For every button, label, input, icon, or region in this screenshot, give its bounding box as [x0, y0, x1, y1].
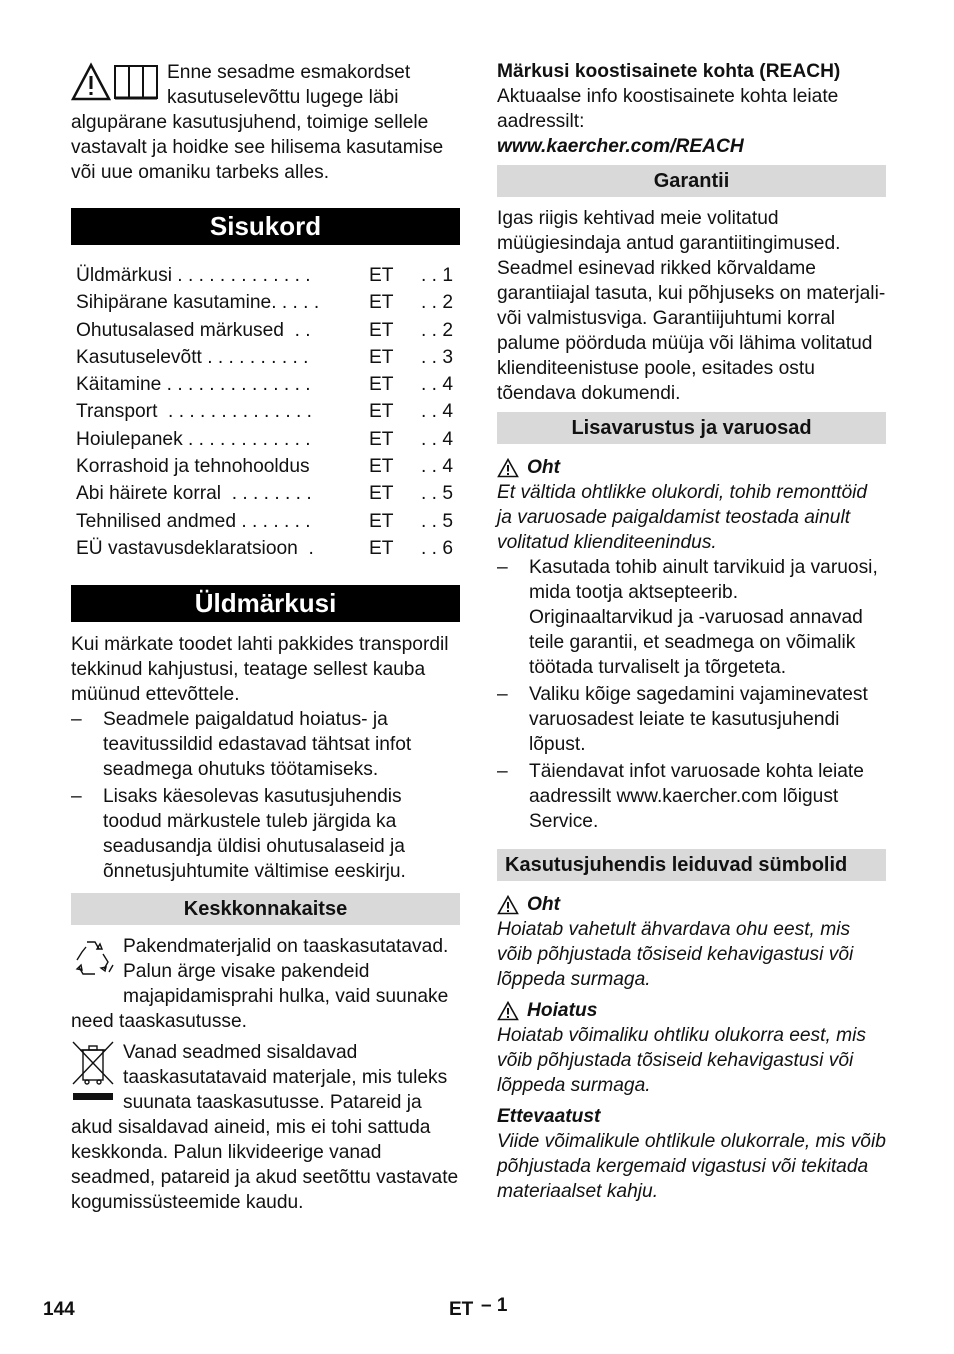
toc-row[interactable]	[71, 535, 460, 562]
toc-lang: ET	[369, 292, 394, 314]
accessories-bullet-2: Valiku kõige sagedamini vajaminevatest varuosadest leiate te kasutusjuhendi lõpust.	[529, 684, 868, 755]
toc-label: Üldmärkusi . . . . . . . . . . . . .	[76, 265, 311, 286]
warning-triangle-icon	[497, 458, 519, 478]
warning-label: Hoiatus	[527, 1000, 598, 1021]
page-number: 144	[43, 1299, 75, 1320]
packaging-block	[71, 934, 460, 1034]
general-section	[71, 632, 460, 886]
packaging-text: Pakendmaterjalid on taaskasutatavad. Palun ärge visake pakendeid majapidamisprahi hulka, vaid suunake need taaskasutusse.	[71, 936, 449, 1032]
footer-section-page: – 1	[481, 1295, 508, 1316]
reach-link[interactable]: www.kaercher.com/REACH	[497, 136, 744, 157]
recycling-icon	[71, 938, 115, 978]
toc-label: Transport . . . . . . . . . . . . . .	[76, 401, 312, 423]
toc-row[interactable]	[71, 262, 460, 289]
toc-lang: ET	[369, 483, 394, 505]
general-heading: Üldmärkusi	[71, 585, 460, 622]
toc-lang: ET	[369, 510, 394, 532]
toc-page: . . 6	[421, 537, 453, 559]
toc-label: Abi häirete korral . . . . . . . .	[76, 483, 312, 505]
toc-lang: ET	[369, 346, 394, 368]
disposal-text: Vanad seadmed sisaldavad taaskasutatavaid materjale, mis tuleks suunata taaskasutusse. Patareid ja akud sisaldavad aineid, mis ei tohi sattuda keskkonda. Palun likvideerige vanad seadmed, patareid ja akud seetõttu vastavate kogumissüsteemide kaudu.	[71, 1042, 459, 1213]
toc-row[interactable]	[71, 508, 460, 535]
general-text: Kui märkate toodet lahti pakkides transpordil tekkinud kahjustusi, teatage sellest kauba müünud ettevõttele.	[71, 634, 449, 705]
general-bullet-2: Lisaks käesolevas kasutusjuhendis toodud märkustele tuleb järgida ka seadusandja üldisi ohutusalaseid ja õnnetusjuhtumite vältimise eeskirju.	[103, 786, 406, 882]
symbols-heading: Kasutusjuhendis leiduvad sümbolid	[497, 849, 886, 881]
warning-triangle-icon	[497, 895, 519, 915]
warning-text: Hoiatab võimaliku ohtliku olukorra eest, mis võib põhjustada tõsiseid kehavigastusi või lõppeda surmaga.	[497, 1025, 866, 1096]
toc-heading: Sisukord	[71, 208, 460, 245]
toc-label: Hoiulepanek . . . . . . . . . . . .	[76, 428, 311, 450]
toc-page: . . 2	[421, 319, 453, 341]
warranty-heading: Garantii	[497, 165, 886, 197]
toc-page: . . 3	[421, 346, 453, 368]
toc-label: Kasutuselevõtt . . . . . . . . . .	[76, 346, 309, 368]
caution-text: Viide võimalikule ohtlikule olukorrale, mis võib põhjustada kergemaid vigastusi või tekitada materiaalset kahju.	[497, 1131, 886, 1202]
toc-page: . . 2	[421, 292, 453, 314]
general-bullet-1: Seadmele paigaldatud hoiatus- ja teavitussildid edastavad tähtsat infot seadmega ohutuks töötamiseks.	[103, 709, 412, 780]
toc-row[interactable]	[71, 371, 460, 398]
toc-row[interactable]	[71, 453, 460, 480]
intro-text: Enne sesadme esmakordset kasutuselevõttu lugege läbi algupärane kasutusjuhend, toimige sellele vastavalt ja hoidke see hilisema kasutamise või uue omaniku tarbeks alles.	[71, 62, 444, 183]
toc-page: . . 4	[421, 428, 453, 450]
toc-row[interactable]	[71, 289, 460, 316]
list-item: – Valiku kõige sagedamini vajaminevatest varuosadest leiate te kasutusjuhendi lõpust.	[497, 684, 868, 755]
toc-row[interactable]	[71, 344, 460, 371]
toc-page: . . 4	[421, 401, 453, 423]
toc-lang: ET	[369, 401, 394, 423]
disposal-block	[71, 1040, 460, 1215]
toc-row[interactable]	[71, 398, 460, 425]
toc-lang: ET	[369, 456, 394, 478]
toc-row[interactable]	[71, 480, 460, 507]
toc-label: Ohutusalased märkused . .	[76, 319, 311, 341]
toc-lang: ET	[369, 319, 394, 341]
crossed-bin-icon	[71, 1040, 115, 1102]
toc-lang: ET	[369, 537, 394, 559]
manual-book-icon	[115, 66, 157, 98]
caution-label: Ettevaatust	[497, 1106, 601, 1127]
danger-text: Hoiatab vahetult ähvardava ohu eest, mis võib põhjustada tõsiseid kehavigastusi või lõppeda surmaga.	[497, 919, 854, 990]
warning-triangle-icon	[71, 62, 159, 102]
toc-label: Käitamine . . . . . . . . . . . . . .	[76, 374, 311, 396]
intro-icons	[71, 62, 159, 109]
toc-label: Sihipärane kasutamine. . . . .	[76, 292, 320, 314]
danger-label: Oht	[527, 894, 561, 915]
toc-page: . . 1	[421, 265, 453, 286]
toc-lang: ET	[369, 428, 394, 450]
warranty-block	[497, 206, 886, 406]
list-item: – Täiendavat infot varuosade kohta leiate aadressilt www.kaercher.com lõigust Service.	[497, 761, 864, 832]
toc-list	[71, 262, 460, 562]
reach-block	[497, 59, 886, 159]
toc-page: . . 5	[421, 510, 453, 532]
toc-lang: ET	[369, 374, 394, 396]
toc-page: . . 4	[421, 374, 453, 396]
danger-heading	[497, 455, 886, 480]
footer-lang: ET	[449, 1299, 474, 1320]
toc-page: . . 4	[421, 456, 453, 478]
warning-heading	[497, 998, 886, 1023]
danger-text: Et vältida ohtlikke olukordi, tohib remonttöid ja varuosade paigaldamist teostada ainult volitatud klienditeenindus.	[497, 482, 868, 553]
reach-title: Märkusi koostisainete kohta (REACH)	[497, 61, 841, 82]
toc-page: . . 5	[421, 483, 453, 505]
toc-label: EÜ vastavusdeklaratsioon .	[76, 537, 314, 559]
list-item: – Kasutada tohib ainult tarvikuid ja varuosi, mida tootja aktsepteerib. Originaaltarvikud ja -varuosad annavad teile garantii, et seadmega on võimalik töötada turvaliselt ja tõrgeteta.	[497, 557, 878, 678]
accessories-heading: Lisavarustus ja varuosad	[497, 412, 886, 444]
danger-label: Oht	[527, 457, 561, 478]
warranty-text: Igas riigis kehtivad meie volitatud müügiesindaja antud garantiitingimused. Seadmel esinevad rikked kõrvaldame garantiiajal tasuta, kui põhjuseks on materjali- või valmistusviga. Garantiijuhtumi korral palume pöörduda müüja või lähima volitatud klienditeenistuse poole, esitades ostu tõendava dokumendi.	[497, 208, 886, 404]
accessories-bullet-1: Kasutada tohib ainult tarvikuid ja varuosi, mida tootja aktsepteerib. Originaaltarvikud ja -varuosad annavad teile garantii, et seadmega on võimalik töötada turvaliselt ja tõrgeteta.	[529, 557, 878, 678]
warning-triangle-icon	[497, 1001, 519, 1021]
environment-heading: Keskkonnakaitse	[71, 893, 460, 925]
toc-row[interactable]	[71, 426, 460, 453]
intro-block	[71, 60, 460, 185]
accessories-bullet-3: Täiendavat infot varuosade kohta leiate aadressilt www.kaercher.com lõigust Service.	[529, 761, 864, 832]
symbols-block	[497, 892, 886, 1204]
danger-heading	[497, 892, 886, 917]
accessories-block	[497, 455, 886, 836]
reach-text: Aktuaalse info koostisainete kohta leiate aadressilt:	[497, 86, 839, 132]
toc-row[interactable]	[71, 317, 460, 344]
list-item: – Seadmele paigaldatud hoiatus- ja teavitussildid edastavad tähtsat infot seadmega ohutuks töötamiseks.	[71, 709, 412, 780]
toc-lang: ET	[369, 265, 394, 286]
toc-label: Tehnilised andmed . . . . . . .	[76, 510, 311, 532]
toc-label: Korrashoid ja tehnohooldus	[76, 456, 310, 478]
list-item: – Lisaks käesolevas kasutusjuhendis toodud märkustele tuleb järgida ka seadusandja üldisi ohutusalaseid ja õnnetusjuhtumite vältimise eeskirju.	[71, 786, 406, 882]
